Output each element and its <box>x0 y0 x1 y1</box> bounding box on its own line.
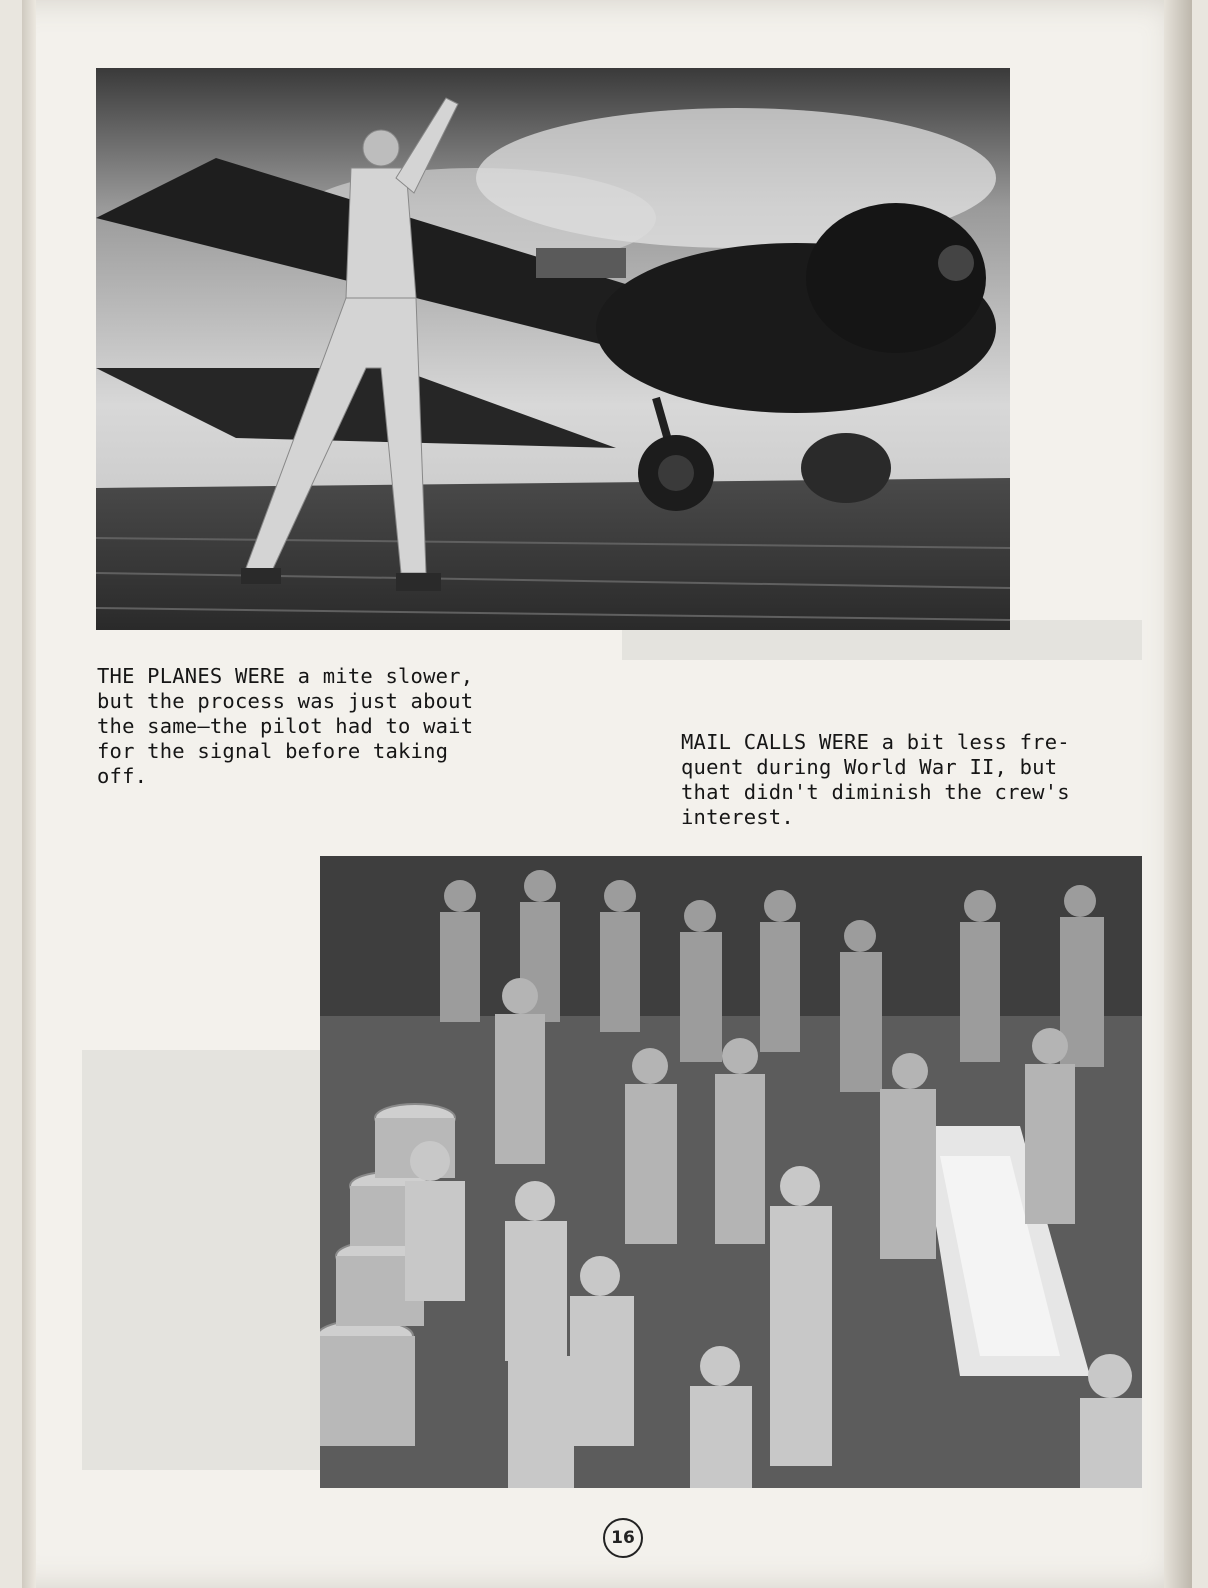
caption-planes: THE PLANES WERE a mite slower, but the process was just about the same—the pilot had to wait for the signal before taking off. <box>97 664 474 788</box>
photo-plane-launch <box>96 68 1010 630</box>
page-number <box>603 1518 643 1558</box>
page-edge <box>1164 0 1192 1588</box>
caption-mail: MAIL CALLS WERE a bit less fre- quent during World War II, but that didn't diminish the crew's interest. <box>681 730 1070 829</box>
bleed-through-block <box>82 1050 322 1470</box>
photo-mail-call <box>320 856 1142 1488</box>
page-binding <box>22 0 36 1588</box>
page-number-label: 16 <box>611 1528 635 1548</box>
